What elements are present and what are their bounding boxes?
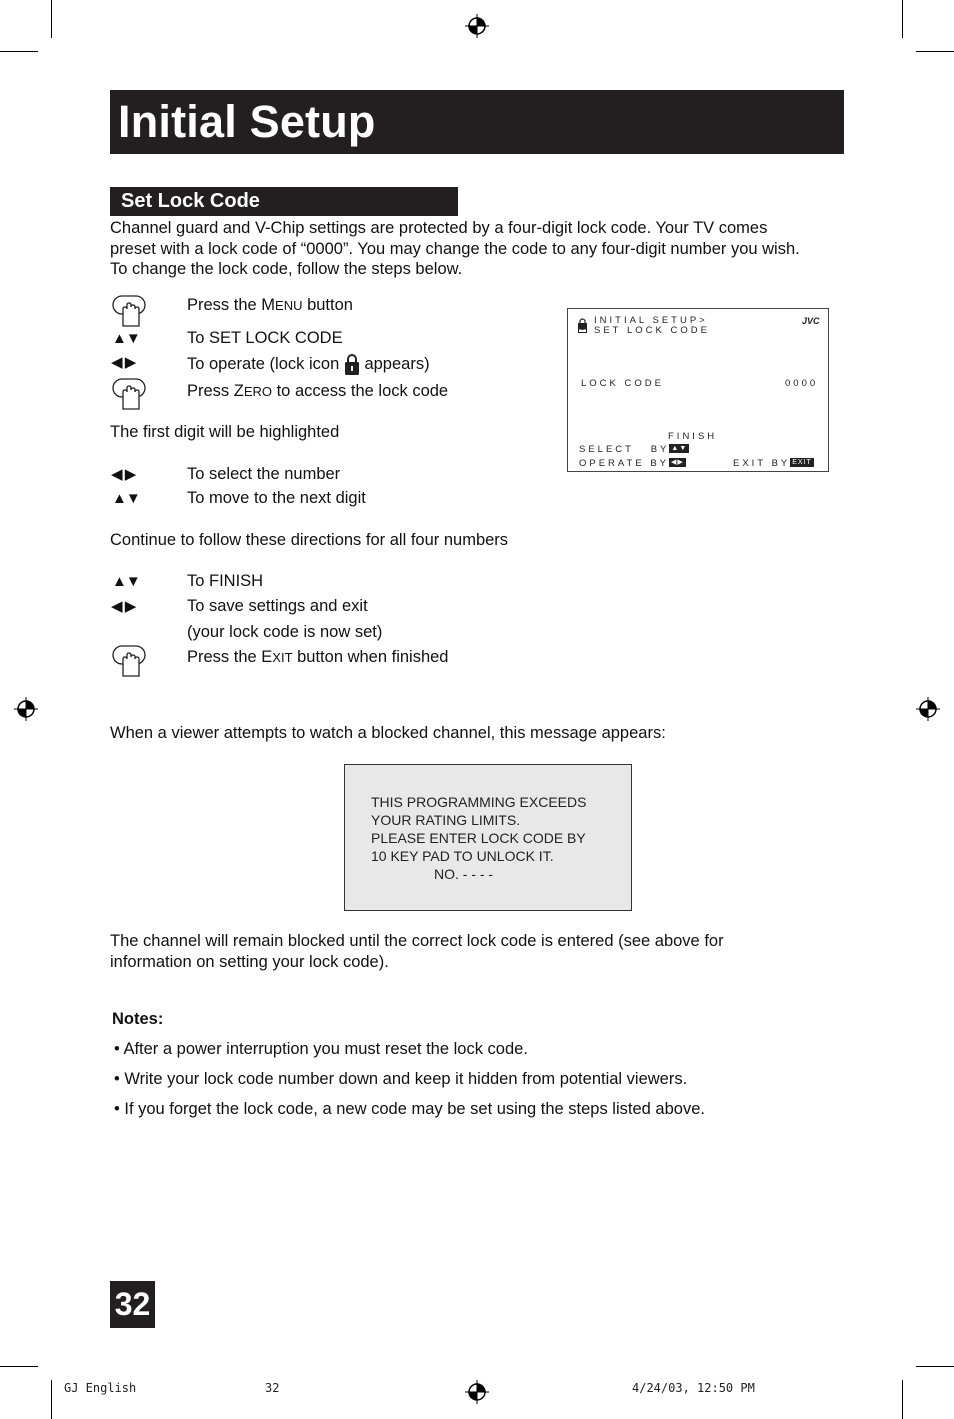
step-operate (187, 353, 430, 375)
osd-finish: FINISH (668, 431, 718, 442)
step-save-exit: To save settings and exit (187, 597, 368, 615)
exit-key-label: XIT (272, 650, 293, 665)
registration-mark-icon (916, 697, 940, 721)
note-item: • If you forget the lock code, a new code may be set using the steps listed above. (114, 1100, 705, 1118)
step-exit (187, 648, 448, 667)
hand-press-icon (112, 378, 146, 410)
hand-press-icon (112, 295, 146, 327)
step-operate-text: To operate (lock icon (187, 355, 344, 373)
osd-screen (567, 308, 829, 472)
intro-line: To change the lock code, follow the steps below. (110, 260, 463, 279)
crop-mark (51, 1380, 52, 1419)
message-line: 10 KEY PAD TO UNLOCK IT. (371, 848, 554, 864)
registration-mark-icon (465, 14, 489, 38)
page-title-banner (110, 90, 844, 154)
up-down-arrows-icon: ▲▼ (112, 573, 140, 590)
intro-line: preset with a lock code of “0000”. You may change the code to any four-digit number you wish. (110, 239, 800, 258)
intro-paragraph (110, 218, 850, 280)
up-down-arrows-icon: ▲▼ (112, 490, 140, 507)
step-menu-text: button (302, 296, 353, 314)
step-set-lock: To SET LOCK CODE (187, 329, 343, 347)
registration-mark-icon (465, 1380, 489, 1404)
crop-mark (51, 0, 52, 38)
lock-icon (344, 353, 360, 375)
osd-operate-row (579, 458, 684, 469)
note-item: • After a power interruption you must reset the lock code. (114, 1040, 528, 1058)
note-item: • Write your lock code number down and keep it hidden from potential viewers. (114, 1070, 688, 1088)
menu-key-label: ENU (275, 298, 303, 313)
step-menu (187, 296, 353, 315)
continue-text: Continue to follow these directions for all four numbers (110, 531, 509, 549)
step-operate-text: appears) (364, 355, 430, 373)
osd-exit-label: EXIT BY (733, 458, 791, 469)
exit-key-icon: EXIT (792, 459, 812, 466)
message-line: PLEASE ENTER LOCK CODE BY (371, 830, 586, 846)
osd-lock-code-value: 0000 (785, 378, 819, 389)
step-exit-text: Press the E (187, 648, 273, 666)
notes-title: Notes: (112, 1010, 164, 1028)
osd-select-label: SELECT BY (579, 444, 670, 455)
message-line: NO. - - - - (434, 866, 494, 882)
step-zero (187, 382, 448, 401)
intro-line: Channel guard and V-Chip settings are protected by a four-digit lock code. Your TV comes (110, 219, 768, 237)
step-zero-text: Press Z (187, 382, 244, 400)
page-number: 32 (110, 1281, 155, 1328)
hand-press-icon (112, 645, 146, 677)
blocked-intro-text: When a viewer attempts to watch a blocked channel, this message appears: (110, 724, 666, 742)
footer-date: 4/24/03, 12:50 PM (632, 1381, 755, 1395)
step-menu-text: Press the M (187, 296, 276, 314)
remain-paragraph (110, 931, 850, 972)
left-right-arrows-icon: ◀ ▶ (111, 354, 136, 371)
crop-mark (902, 0, 903, 38)
lock-icon (578, 323, 587, 333)
page-title: Initial Setup (118, 96, 376, 147)
crop-mark (0, 51, 38, 52)
step-finish: To FINISH (187, 572, 264, 590)
left-right-arrows-icon: ◀ ▶ (111, 598, 136, 615)
remain-line: The channel will remain blocked until the correct lock code is entered (see above for (110, 932, 724, 950)
remain-line: information on setting your lock code). (110, 952, 389, 971)
left-right-arrows-icon: ◀ ▶ (111, 466, 136, 483)
footer-filename: GJ English (64, 1381, 137, 1395)
zero-key-label: ERO (243, 384, 273, 399)
step-zero-text: to access the lock code (272, 382, 449, 400)
left-right-key-icon: ◀▶ (671, 459, 684, 466)
osd-select-row (579, 444, 688, 455)
crop-mark (902, 1380, 903, 1419)
first-digit-text: The first digit will be highlighted (110, 423, 340, 441)
up-down-key-icon: ▲▼ (671, 445, 688, 452)
step-select-number: To select the number (187, 465, 341, 483)
message-line: THIS PROGRAMMING EXCEEDS (371, 794, 587, 810)
section-title: Set Lock Code (121, 190, 260, 212)
crop-mark (916, 1366, 954, 1367)
osd-operate-label: OPERATE BY (579, 458, 670, 469)
crop-mark (0, 1366, 38, 1367)
section-header (110, 187, 458, 216)
crop-mark (916, 51, 954, 52)
up-down-arrows-icon: ▲▼ (112, 330, 140, 347)
osd-screen-title: SET LOCK CODE (594, 325, 710, 336)
blocked-message-box (344, 764, 632, 911)
lock-set-text: (your lock code is now set) (187, 623, 383, 641)
step-next-digit: To move to the next digit (187, 489, 366, 507)
osd-brand-logo: JVC (802, 316, 820, 326)
osd-breadcrumb: INITIAL SETUP> (594, 315, 708, 326)
message-line: YOUR RATING LIMITS. (371, 812, 521, 828)
osd-lock-code-label: LOCK CODE (581, 378, 664, 389)
footer-page: 32 (265, 1381, 280, 1395)
step-exit-text: button when finished (292, 648, 449, 666)
osd-exit-row (733, 458, 812, 469)
registration-mark-icon (14, 697, 38, 721)
